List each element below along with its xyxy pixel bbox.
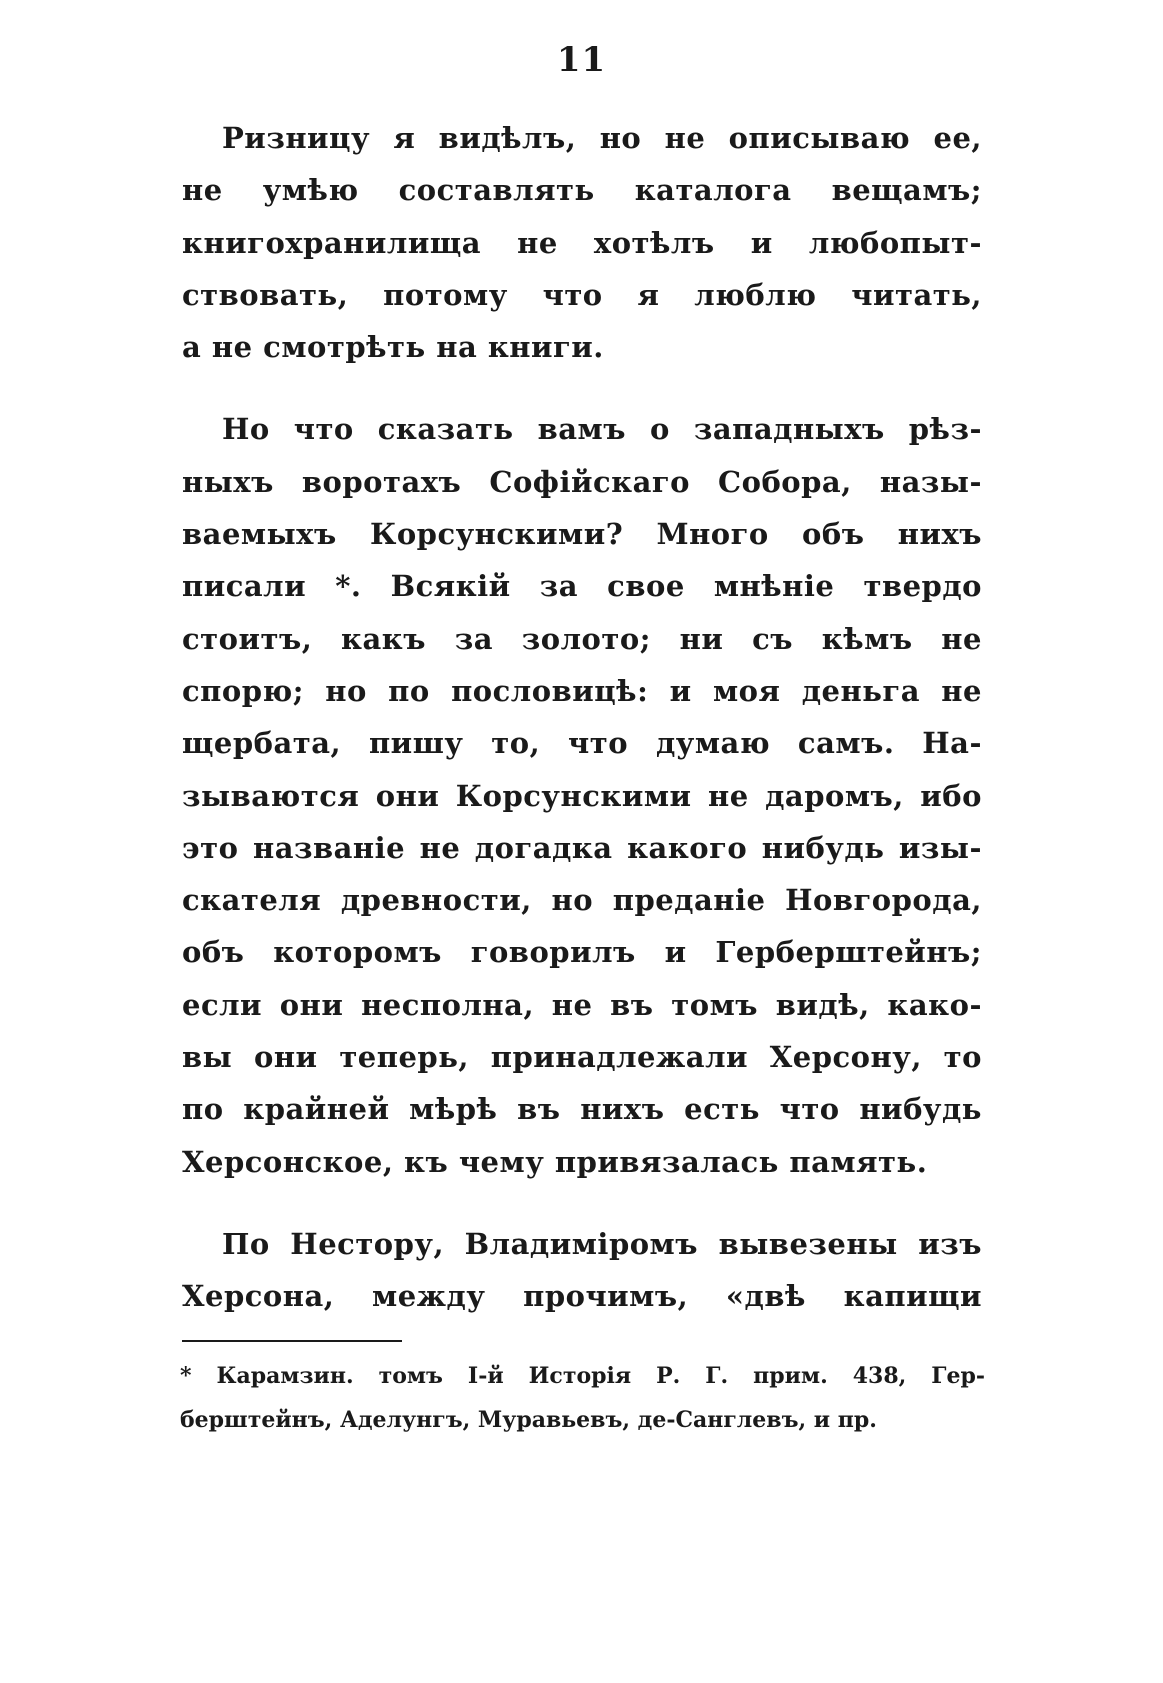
text-line: Ризницу я видѣлъ, но не описываю ее, [222, 121, 982, 155]
text-line: ваемыхъ Корсунскими? Много объ нихъ [182, 517, 982, 552]
text-line: ныхъ воротахъ Софійскаго Собора, назы- [182, 464, 982, 499]
text-line: а не смотрѣть на книги. [182, 330, 604, 365]
text-line: Но что сказать вамъ о западныхъ рѣз- [222, 412, 982, 447]
text-line: стоитъ, какъ за золото; ни съ кѣмъ не [182, 621, 982, 656]
text-line: книгохранилища не хотѣлъ и любопыт- [182, 225, 982, 260]
text-line: щербата, пишу то, что думаю самъ. На- [182, 726, 982, 761]
footnote-line: * Карамзин. томъ I-й Исторія Р. Г. прим. 438, Гер- [180, 1363, 985, 1389]
text-line: Херсона, между прочимъ, «двѣ капищи [182, 1279, 982, 1314]
text-line: ствовать, потому что я люблю читать, [182, 277, 982, 312]
paragraph-2 [182, 403, 982, 1187]
text-line: вы они теперь, принадлежали Херсону, то [182, 1040, 982, 1075]
paragraph-1 [182, 112, 982, 373]
text-line: это названіе не догадка какого нибудь изы- [182, 830, 982, 865]
text-line: если они несполна, не въ томъ видѣ, како- [182, 987, 982, 1022]
text-line: Херсонское, къ чему привязалась память. [182, 1144, 928, 1179]
page-number: 11 [556, 40, 607, 80]
footnote-line: берштейнъ, Аделунгъ, Муравьевъ, де-Санглевъ, и пр. [180, 1407, 877, 1433]
paragraph-3 [182, 1218, 982, 1323]
text-line: спорю; но по пословицѣ: и моя деньга не [182, 673, 982, 708]
text-line: писали *. Всякій за свое мнѣніе твердо [182, 569, 982, 604]
text-line: по крайней мѣрѣ въ нихъ есть что нибудь [182, 1092, 982, 1127]
text-line: не умѣю составлять каталога вещамъ; [182, 173, 982, 208]
text-line: объ которомъ говорилъ и Герберштейнъ; [182, 935, 982, 970]
footnote-divider [182, 1340, 402, 1342]
text-line: зываются они Корсунскими не даромъ, ибо [182, 778, 982, 813]
text-line: По Нестору, Владиміромъ вывезены изъ [222, 1226, 982, 1261]
text-line: скателя древности, но преданіе Новгорода, [182, 883, 982, 918]
footnotes [180, 1354, 985, 1442]
body-text [182, 112, 982, 1353]
